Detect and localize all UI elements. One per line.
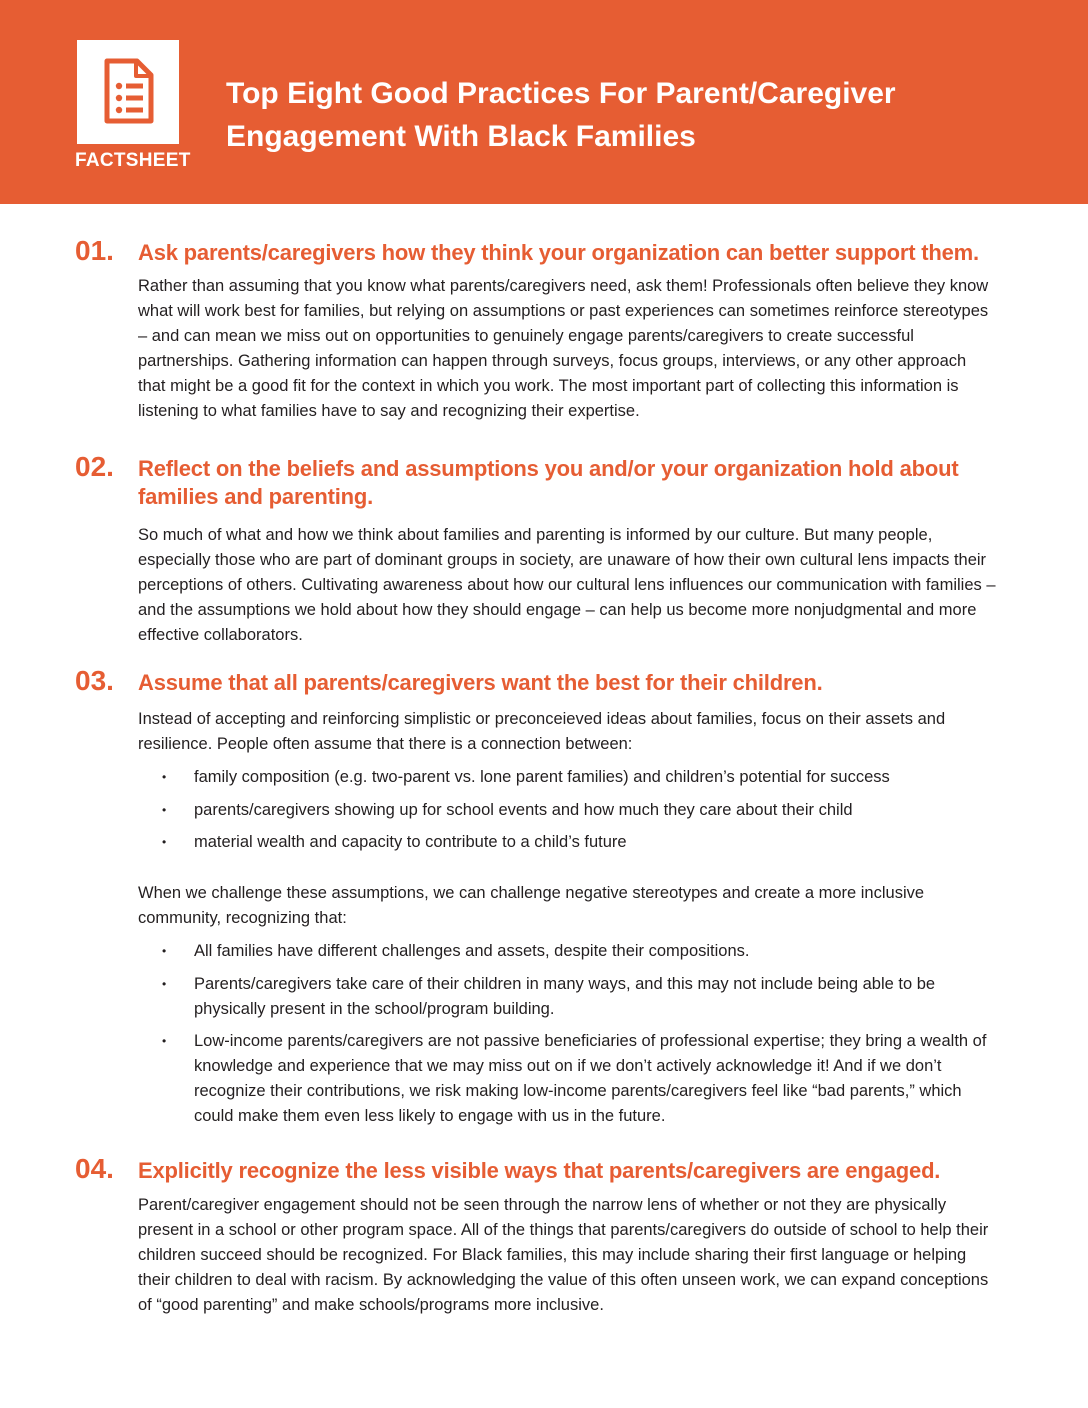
section-paragraph: Rather than assuming that you know what parents/caregivers need, ask them! Professionals often believe they know what will work best for families, but relying on assumptions or past experiences can sometimes reinforce stereotypes – and can mean we miss out on opportunities to genuinely engage parents/caregivers to create successful partnerships. Gathering information can happen through surveys, focus groups, interviews, or any other approach that might be a good fit for the context in which you work. The most important part of collecting this information is listening to what families have to say and recognizing their expertise. xyxy=(138,277,989,420)
section-paragraph: So much of what and how we think about families and parenting is informed by our culture. But many people, especially those who are part of dominant groups in society, are unaware of how their own cultural lens impacts their perceptions of others. Cultivating awareness about how our cultural lens influences our communication with families – and the assumptions we hold about how they should engage – can help us become more nonjudgmental and more effective collaborators. xyxy=(138,526,996,644)
assumption-list xyxy=(138,765,998,863)
list-item: • Parents/caregivers take care of their children in many ways, and this may not include being able to be physically present in the school/program building. xyxy=(138,972,998,1022)
section-number: 01. xyxy=(75,235,114,266)
list-item: • material wealth and capacity to contribute to a child’s future xyxy=(138,830,998,855)
section-number: 03. xyxy=(75,665,114,696)
bullet-icon: • xyxy=(162,835,167,849)
section-number: 02. xyxy=(75,451,114,482)
section-middle: When we challenge these assumptions, we can challenge negative stereotypes and create a more inclusive community, recognizing that: xyxy=(138,884,925,927)
bullet-icon: • xyxy=(162,976,167,991)
header-banner xyxy=(0,0,1088,204)
factsheet-label: FACTSHEET xyxy=(75,150,191,171)
bullet-icon: • xyxy=(162,770,167,784)
bullet-icon: • xyxy=(162,1034,167,1048)
recognition-list xyxy=(138,939,998,1137)
factsheet-icon-box xyxy=(77,40,179,144)
section-paragraph: Parent/caregiver engagement should not be seen through the narrow lens of whether or not they are physically present in a school or other program space. All of the things that parents/caregivers do outside of school to help their children succeed should be recognized. For Black families, this may include sharing their first language or helping their children to deal with racism. By acknowledging the value of this often unseen work, we can expand conceptions of “good parenting” and make schools/programs more inclusive. xyxy=(138,1196,989,1314)
section-heading: Reflect on the beliefs and assumptions you and/or your organization hold about families and parenting. xyxy=(138,456,959,509)
list-item: • parents/caregivers showing up for school events and how much they care about their child xyxy=(138,798,998,823)
section-heading: Ask parents/caregivers how they think your organization can better support them. xyxy=(138,240,979,265)
bullet-icon: • xyxy=(162,802,167,817)
list-item: • family composition (e.g. two-parent vs. lone parent families) and children’s potential for success xyxy=(138,765,998,790)
page-title: Top Eight Good Practices For Parent/Caregiver Engagement With Black Families xyxy=(226,77,896,153)
list-item: • Low-income parents/caregivers are not passive beneficiaries of professional expertise; they bring a wealth of knowledge and experience that we may miss out on if we don’t actively acknowledge it! And if we don’t recognize their contributions, we risk making low-income parents/caregivers feel like “bad parents,” which could make them even less likely to engage with us in the future. xyxy=(138,1029,998,1129)
section-intro: Instead of accepting and reinforcing simplistic or preconceieved ideas about families, focus on their assets and resilience. People often assume that there is a connection between: xyxy=(138,710,946,753)
section-heading: Assume that all parents/caregivers want the best for their children. xyxy=(138,670,823,695)
list-item: • All families have different challenges and assets, despite their compositions. xyxy=(138,939,998,964)
document-list-icon xyxy=(103,58,155,124)
bullet-icon: • xyxy=(162,944,167,958)
section-heading: Explicitly recognize the less visible ways that parents/caregivers are engaged. xyxy=(138,1158,941,1183)
section-number: 04. xyxy=(75,1153,114,1184)
